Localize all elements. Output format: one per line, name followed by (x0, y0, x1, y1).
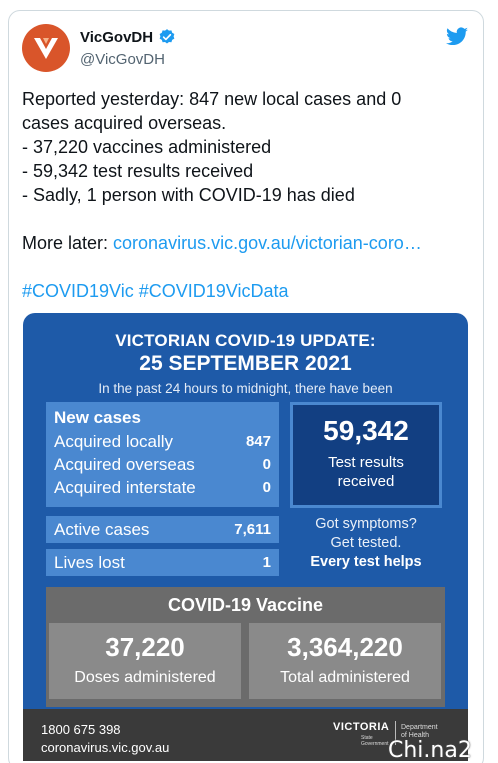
more-later-line (22, 231, 474, 255)
doses-administered-value: 37,220 (105, 632, 185, 662)
total-administered-value: 3,364,220 (287, 632, 403, 662)
active-cases-bar (46, 516, 279, 543)
symptoms-line: Get tested. (330, 535, 402, 551)
symptoms-line: Every test helps (310, 554, 422, 570)
total-administered-label: Total administered (280, 669, 410, 686)
name-row (80, 28, 176, 46)
tweet-text (22, 87, 474, 303)
covid-update-image[interactable] (23, 313, 468, 761)
avatar[interactable] (22, 24, 70, 72)
verified-badge-icon (158, 28, 176, 46)
account-handle[interactable]: @VicGovDH (80, 51, 165, 68)
new-cases-panel (46, 402, 279, 507)
vaccine-panel (46, 587, 445, 707)
display-name[interactable]: VicGovDH (80, 28, 154, 46)
more-later-link[interactable]: coronavirus.vic.gov.au/victorian-coro… (113, 233, 422, 253)
phone-number: 1800 675 398 (41, 722, 121, 737)
hashtag-covid19vic[interactable]: #COVID19Vic (22, 281, 134, 301)
victoria-state-logo-icon (31, 33, 61, 63)
victoria-logo: VICTORIA (333, 721, 390, 733)
doses-administered-label: Doses administered (74, 669, 216, 686)
tweet-line: Reported yesterday: 847 new local cases and 0 (22, 89, 402, 109)
website: coronavirus.vic.gov.au (41, 740, 170, 755)
new-cases-value: 847 (245, 433, 271, 450)
twitter-bird-icon[interactable] (445, 25, 469, 49)
active-cases-value: 7,611 (234, 521, 271, 538)
test-results-panel (290, 402, 442, 508)
new-cases-label: Acquired interstate (54, 478, 196, 497)
watermark-text: Chi.na2 (388, 738, 472, 763)
new-cases-heading: New cases (54, 408, 141, 427)
new-cases-value: 0 (262, 479, 271, 496)
contact-info (41, 721, 169, 757)
tweet-line: - Sadly, 1 person with COVID-19 has died (22, 185, 355, 205)
new-cases-row (54, 430, 271, 453)
new-cases-row (54, 453, 271, 476)
more-later-prefix: More later: (22, 233, 114, 253)
lives-lost-value: 1 (262, 554, 271, 571)
department-name: Department of Health (401, 724, 438, 739)
test-results-label (293, 453, 439, 491)
hashtag-covid19vicdata[interactable]: #COVID19VicData (138, 281, 289, 301)
symptoms-message (290, 515, 442, 572)
test-results-label-line: received (337, 473, 395, 490)
update-date: 25 SEPTEMBER 2021 (139, 352, 352, 375)
update-subtitle: In the past 24 hours to midnight, there have been (98, 381, 393, 396)
total-administered-box (249, 623, 441, 699)
tweet-line: - 37,220 vaccines administered (22, 137, 272, 157)
new-cases-label: Acquired locally (54, 432, 174, 451)
new-cases-row (54, 476, 271, 499)
victoria-logo-subtext: State Government (361, 735, 389, 747)
new-cases-value: 0 (262, 456, 271, 473)
vaccine-title: COVID-19 Vaccine (167, 595, 324, 615)
lives-lost-bar (46, 549, 279, 576)
symptoms-line: Got symptoms? (315, 516, 417, 532)
tweet-line: cases acquired overseas. (22, 113, 227, 133)
doses-administered-box (49, 623, 241, 699)
tweet-line: - 59,342 test results received (22, 161, 254, 181)
update-title: VICTORIAN COVID-19 UPDATE: (115, 331, 376, 350)
new-cases-label: Acquired overseas (54, 455, 195, 474)
tweet-card[interactable] (8, 10, 484, 763)
test-results-label-line: Test results (328, 454, 404, 471)
lives-lost-label: Lives lost (54, 552, 125, 572)
hashtags-line (22, 279, 474, 303)
test-results-value: 59,342 (323, 415, 409, 446)
active-cases-label: Active cases (54, 519, 150, 539)
